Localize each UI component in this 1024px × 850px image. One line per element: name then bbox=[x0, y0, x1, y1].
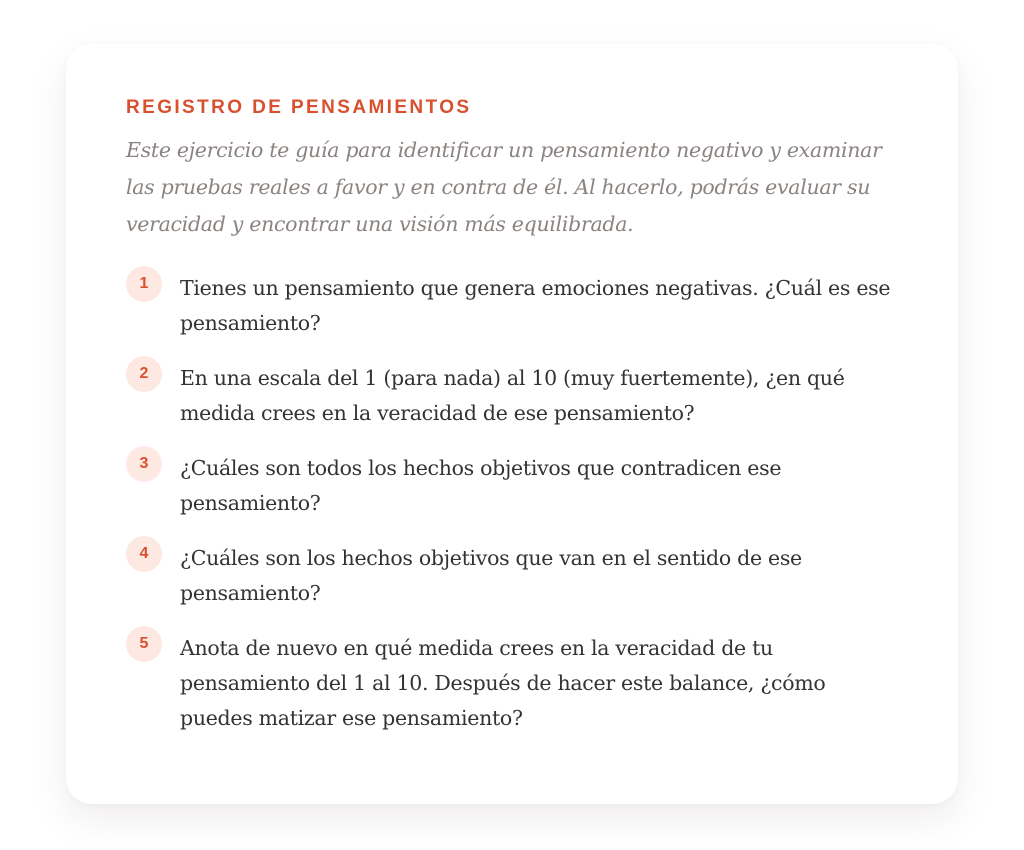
step-item-3 bbox=[126, 451, 896, 521]
step-item-2 bbox=[126, 361, 896, 431]
steps-list bbox=[126, 271, 896, 736]
step-item-4 bbox=[126, 541, 896, 611]
step-text: En una escala del 1 (para nada) al 10 (muy fuertemente), ¿en qué medida crees en la veracidad de ese pensamiento? bbox=[180, 366, 845, 425]
step-number-badge: 4 bbox=[126, 536, 162, 572]
step-number-badge: 3 bbox=[126, 446, 162, 482]
card-intro: Este ejercicio te guía para identificar un pensamiento negativo y examinar las pruebas reales a favor y en contra de él. Al hacerlo, podrás evaluar su veracidad y encontrar una visión más equilibrada. bbox=[126, 138, 882, 236]
step-item-5 bbox=[126, 631, 896, 736]
step-text: Tienes un pensamiento que genera emociones negativas. ¿Cuál es ese pensamiento? bbox=[180, 276, 891, 335]
step-number-badge: 2 bbox=[126, 356, 162, 392]
thought-record-card bbox=[66, 44, 958, 804]
step-number-badge: 5 bbox=[126, 626, 162, 662]
step-text: ¿Cuáles son los hechos objetivos que van en el sentido de ese pensamiento? bbox=[180, 546, 802, 605]
step-item-1 bbox=[126, 271, 896, 341]
step-text: ¿Cuáles son todos los hechos objetivos que contradicen ese pensamiento? bbox=[180, 456, 782, 515]
step-text: Anota de nuevo en qué medida crees en la veracidad de tu pensamiento del 1 al 10. Después de hacer este balance, ¿cómo puedes matizar ese pensamiento? bbox=[180, 636, 826, 730]
card-heading: REGISTRO DE PENSAMIENTOS bbox=[126, 97, 472, 118]
step-number-badge: 1 bbox=[126, 266, 162, 302]
